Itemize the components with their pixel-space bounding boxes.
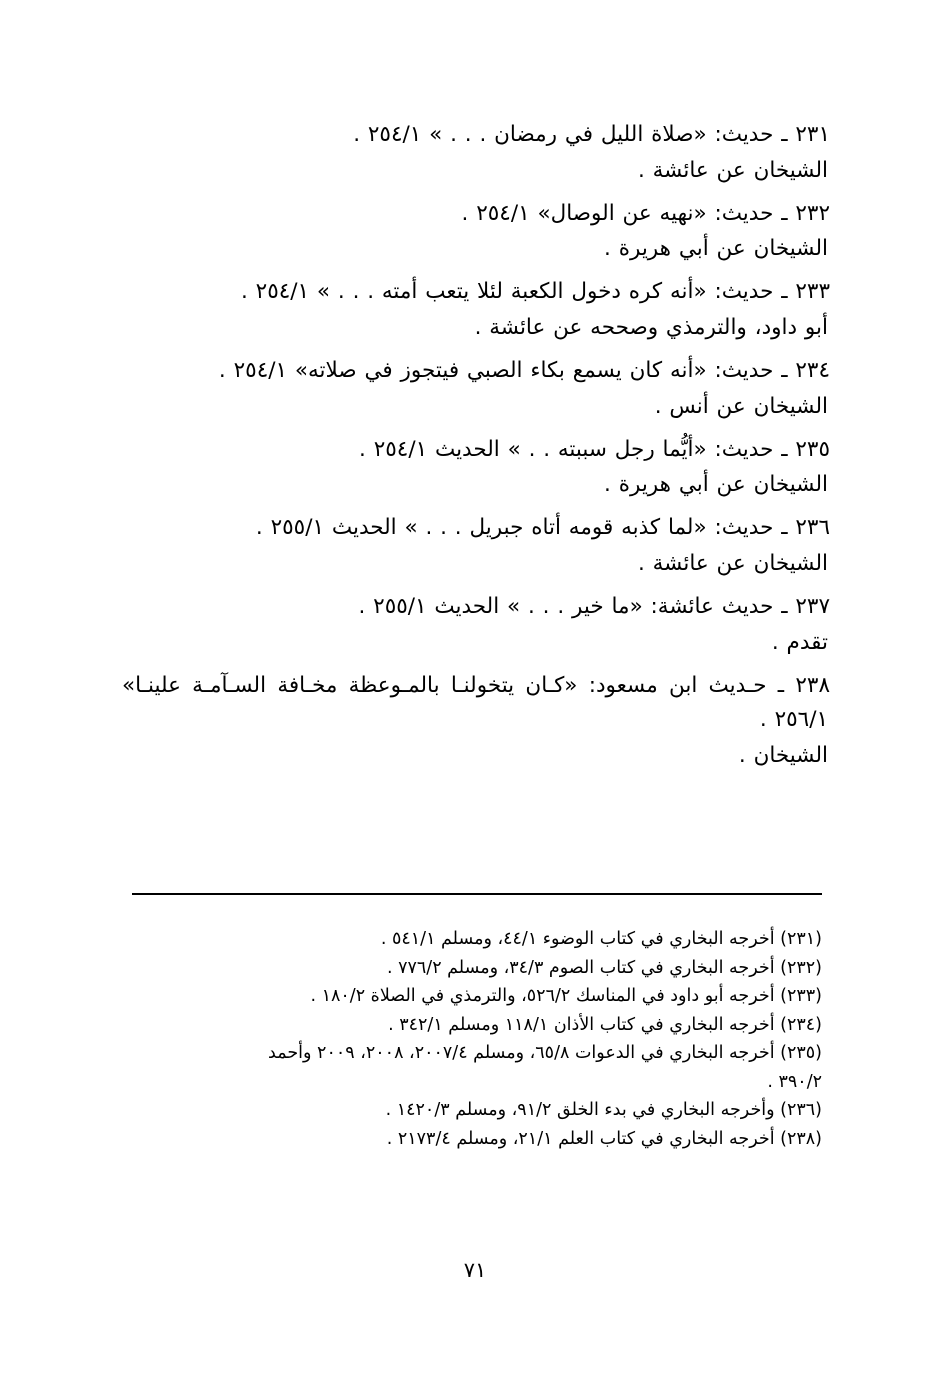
hadith-entry <box>122 197 830 268</box>
hadith-entry-source: الشيخان عن أبي هريرة . <box>604 236 828 262</box>
footnote-item: (٢٣٥) أخرجه البخاري في الدعوات ٦٥/٨، ومسلم ٢٠٠٧/٤، ٢٠٠٨، ٢٠٠٩ وأحمد <box>268 1043 822 1064</box>
hadith-entry <box>122 118 830 189</box>
hadith-entry <box>122 511 830 582</box>
footnote-separator-rule <box>132 893 822 895</box>
hadith-entry-source: الشيخان عن عائشة . <box>637 157 828 183</box>
footnote-item: (٢٣٣) أخرجه أبو داود في المناسك ٥٢٦/٢، والترمذي في الصلاة ١٨٠/٢ . <box>310 986 822 1007</box>
hadith-entry <box>122 433 830 504</box>
footnote-item: (٢٣١) أخرجه البخاري في كتاب الوضوء ٤٤/١، ومسلم ٥٤١/١ . <box>380 929 822 949</box>
hadith-entry-source: الشيخان عن أبي هريرة . <box>604 472 828 498</box>
hadith-entry-reference: ٢٥٦/١ . <box>759 707 828 733</box>
hadith-entry <box>122 354 830 425</box>
hadith-entry-text: ٢٣٣ ـ حديث: «أنه كره دخول الكعبة لئلا يتعب أمته . . . » ٢٥٤/١ . <box>240 279 830 305</box>
hadith-entry-source: الشيخان عن أنس . <box>654 393 828 419</box>
hadith-entry-text: ٢٣٧ ـ حديث عائشة: «ما خير . . . » الحديث ٢٥٥/١ . <box>358 593 830 619</box>
footnote-item: (٢٣٤) أخرجه البخاري في كتاب الأذان ١١٨/١ ومسلم ٣٤٢/١ . <box>388 1014 822 1035</box>
footnote-item: (٢٣٦) وأخرجه البخاري في بدء الخلق ٩١/٢، ومسلم ١٤٢٠/٣ . <box>385 1100 822 1121</box>
hadith-entry <box>122 275 830 346</box>
hadith-entry-source: الشيخان عن عائشة . <box>637 551 828 577</box>
footnote-item-continuation: ٣٩٠/٢ . <box>767 1071 822 1092</box>
hadith-entry-text: ٢٣٨ ـ حـديث ابن مسعود: «كـان يتخولنـا بالمـوعظة مخـافة السـآمـة علينـا» <box>122 672 830 698</box>
page-number: ٧١ <box>463 1258 487 1282</box>
hadith-entry-source: تقدم . <box>771 629 828 655</box>
hadith-entry-source: أبو داود، والترمذي وصححه عن عائشة . <box>474 315 828 341</box>
footnote-item: (٢٣٨) أخرجه البخاري في كتاب العلم ٢١/١، ومسلم ٢١٧٣/٤ . <box>386 1128 822 1149</box>
hadith-entry-text: ٢٣٥ ـ حديث: «أيُّما رجل سببته . . » الحديث ٢٥٤/١ . <box>359 436 830 462</box>
hadith-entry-list <box>122 118 830 782</box>
hadith-entry-text: ٢٣٦ ـ حديث: «لما كذبه قومه أتاه جبريل . . . » الحديث ٢٥٥/١ . <box>255 515 830 541</box>
hadith-entry-text: ٢٣٢ ـ حديث: «نهيه عن الوصال» ٢٥٤/١ . <box>461 200 830 226</box>
hadith-entry-text: ٢٣١ ـ حديث: «صلاة الليل في رمضان . . . » ٢٥٤/١ . <box>353 122 830 147</box>
hadith-entry <box>122 590 830 661</box>
hadith-entry-source: الشيخان . <box>738 743 828 769</box>
hadith-entry <box>122 669 830 774</box>
footnote-list <box>128 925 822 1153</box>
hadith-entry-text: ٢٣٤ ـ حديث: «أنه كان يسمع بكاء الصبي فيتجوز في صلاته» ٢٥٤/١ . <box>218 357 830 383</box>
footnote-item: (٢٣٢) أخرجه البخاري في كتاب الصوم ٣٤/٣، ومسلم ٧٧٦/٢ . <box>386 957 822 978</box>
